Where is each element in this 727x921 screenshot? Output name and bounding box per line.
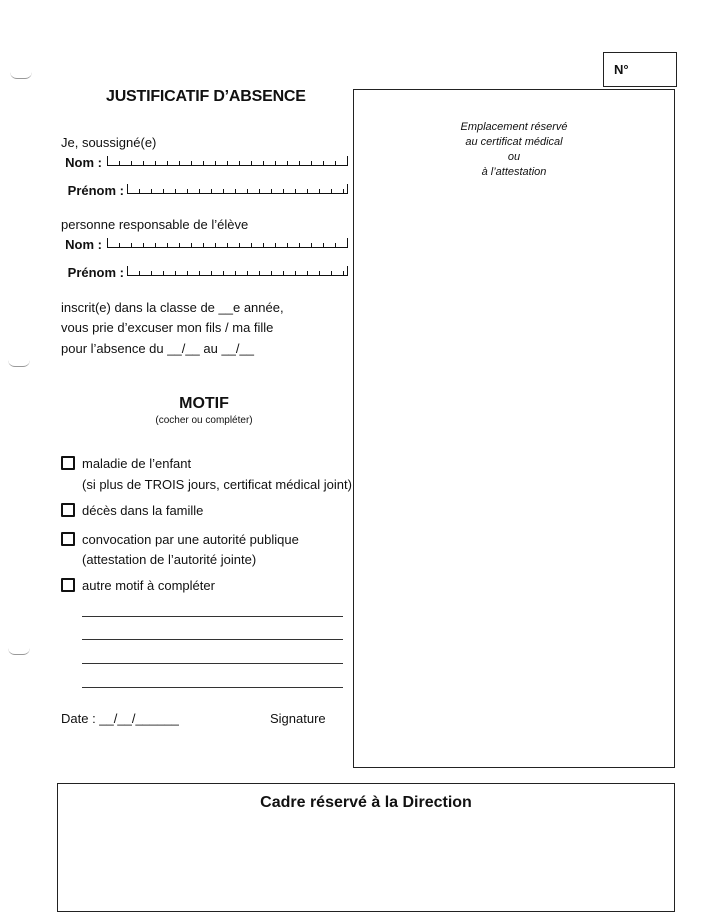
checkbox-deces[interactable]	[61, 503, 75, 517]
certificate-line-4: à l’attestation	[481, 166, 547, 178]
responsable-intro: personne responsable de l’élève	[61, 217, 249, 232]
option-autre-label: autre motif à compléter	[82, 578, 215, 593]
date-field[interactable]: Date : __/__/______	[61, 711, 179, 726]
declarant-prenom-field[interactable]	[127, 184, 348, 194]
declarant-intro: Je, soussigné(e)	[61, 135, 157, 150]
autre-motif-line-1[interactable]	[82, 616, 343, 617]
autre-motif-line-4[interactable]	[82, 687, 343, 688]
declarant-nom-field[interactable]	[107, 156, 348, 166]
request-line-1: inscrit(e) dans la classe de __e année,	[61, 300, 284, 315]
checkbox-autre[interactable]	[61, 578, 75, 592]
scan-mark	[8, 360, 30, 367]
certificate-line-3: ou	[507, 151, 521, 163]
responsable-prenom-label: Prénom :	[67, 265, 124, 280]
request-line-3: pour l’absence du __/__ au __/__	[61, 341, 254, 356]
number-label: N°	[614, 62, 629, 77]
certificate-line-1: Emplacement réservé	[460, 121, 568, 133]
autre-motif-line-3[interactable]	[82, 663, 343, 664]
option-maladie-note: (si plus de TROIS jours, certificat médical joint)	[82, 477, 352, 492]
scan-mark	[10, 72, 32, 79]
responsable-nom-label: Nom :	[65, 237, 102, 252]
signature-label: Signature	[270, 711, 326, 726]
autre-motif-line-2[interactable]	[82, 639, 343, 640]
option-convocation-note: (attestation de l’autorité jointe)	[82, 552, 257, 567]
option-deces-label: décès dans la famille	[82, 503, 204, 518]
motif-title: MOTIF	[179, 395, 229, 412]
scan-mark	[8, 648, 30, 655]
certificate-line-2: au certificat médical	[465, 136, 563, 148]
option-maladie-label: maladie de l’enfant	[82, 456, 192, 471]
direction-box	[57, 783, 675, 912]
direction-title: Cadre réservé à la Direction	[260, 794, 472, 811]
number-box[interactable]	[603, 52, 677, 87]
certificate-box	[353, 89, 675, 768]
page-title: JUSTIFICATIF D’ABSENCE	[106, 88, 306, 105]
checkbox-convocation[interactable]	[61, 532, 75, 546]
declarant-prenom-label: Prénom :	[67, 183, 124, 198]
responsable-prenom-field[interactable]	[127, 266, 348, 276]
responsable-nom-field[interactable]	[107, 238, 348, 248]
checkbox-maladie[interactable]	[61, 456, 75, 470]
request-line-2: vous prie d’excuser mon fils / ma fille	[61, 320, 274, 335]
declarant-nom-label: Nom :	[65, 155, 102, 170]
option-convocation-label: convocation par une autorité publique	[82, 532, 299, 547]
motif-subtitle: (cocher ou compléter)	[155, 415, 253, 426]
